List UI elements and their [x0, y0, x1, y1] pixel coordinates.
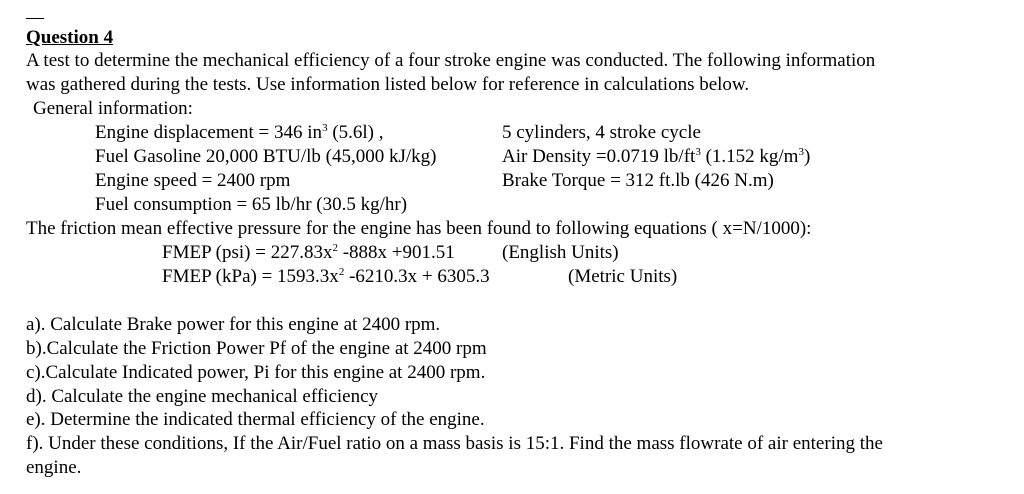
fuel-gasoline: Fuel Gasoline 20,000 BTU/lb (45,000 kJ/kg): [95, 146, 437, 167]
brake-torque: Brake Torque = 312 ft.lb (426 N.m): [502, 170, 774, 191]
general-heading: General information:: [33, 98, 193, 119]
task-f: f). Under these conditions, If the Air/Fuel ratio on a mass basis is 15:1. Find the mass flowrate of air entering the: [26, 433, 883, 454]
task-a: a). Calculate Brake power for this engine at 2400 rpm.: [26, 314, 441, 335]
friction-statement: The friction mean effective pressure for the engine has been found to following equations ( x=N/1000):: [26, 218, 812, 239]
overline-mark: [26, 18, 44, 19]
fmep-metric-unit: (Metric Units): [568, 266, 678, 287]
task-d: d). Calculate the engine mechanical efficiency: [26, 386, 379, 407]
engine-displacement: Engine displacement = 346 $in^3$ (5.6l) ,: [95, 122, 384, 143]
intro-line-2: was gathered during the tests. Use information listed below for reference in calculations below.: [26, 74, 750, 95]
cylinders: 5 cylinders, 4 stroke cycle: [502, 122, 701, 143]
intro-line-1: A test to determine the mechanical efficiency of a four stroke engine was conducted. The following information: [26, 50, 876, 71]
fmep-english-equation: FMEP $(psi) = 227.83x^2$ -888x +901.51: [162, 242, 455, 263]
question-title: Question 4: [26, 27, 114, 48]
fuel-consumption: Fuel consumption = 65 lb/hr (30.5 kg/hr): [95, 194, 408, 215]
air-density: Air Density =0.0719 $lb/ft^3$ (1.152 $kg/m^3$): [502, 146, 811, 167]
engine-speed: Engine speed = 2400 rpm: [95, 170, 291, 191]
task-f-continued: engine.: [26, 457, 82, 478]
task-c: c).Calculate Indicated power, Pi for this engine at 2400 rpm.: [26, 362, 486, 383]
task-e: e). Determine the indicated thermal efficiency of the engine.: [26, 409, 485, 430]
task-b: b).Calculate the Friction Power Pf of the engine at 2400 rpm: [26, 338, 487, 359]
fmep-metric-equation: FMEP $(kPa) = 1593.3x^2$ -6210.3x + 6305.3: [162, 266, 490, 287]
fmep-english-unit: (English Units): [502, 242, 619, 263]
